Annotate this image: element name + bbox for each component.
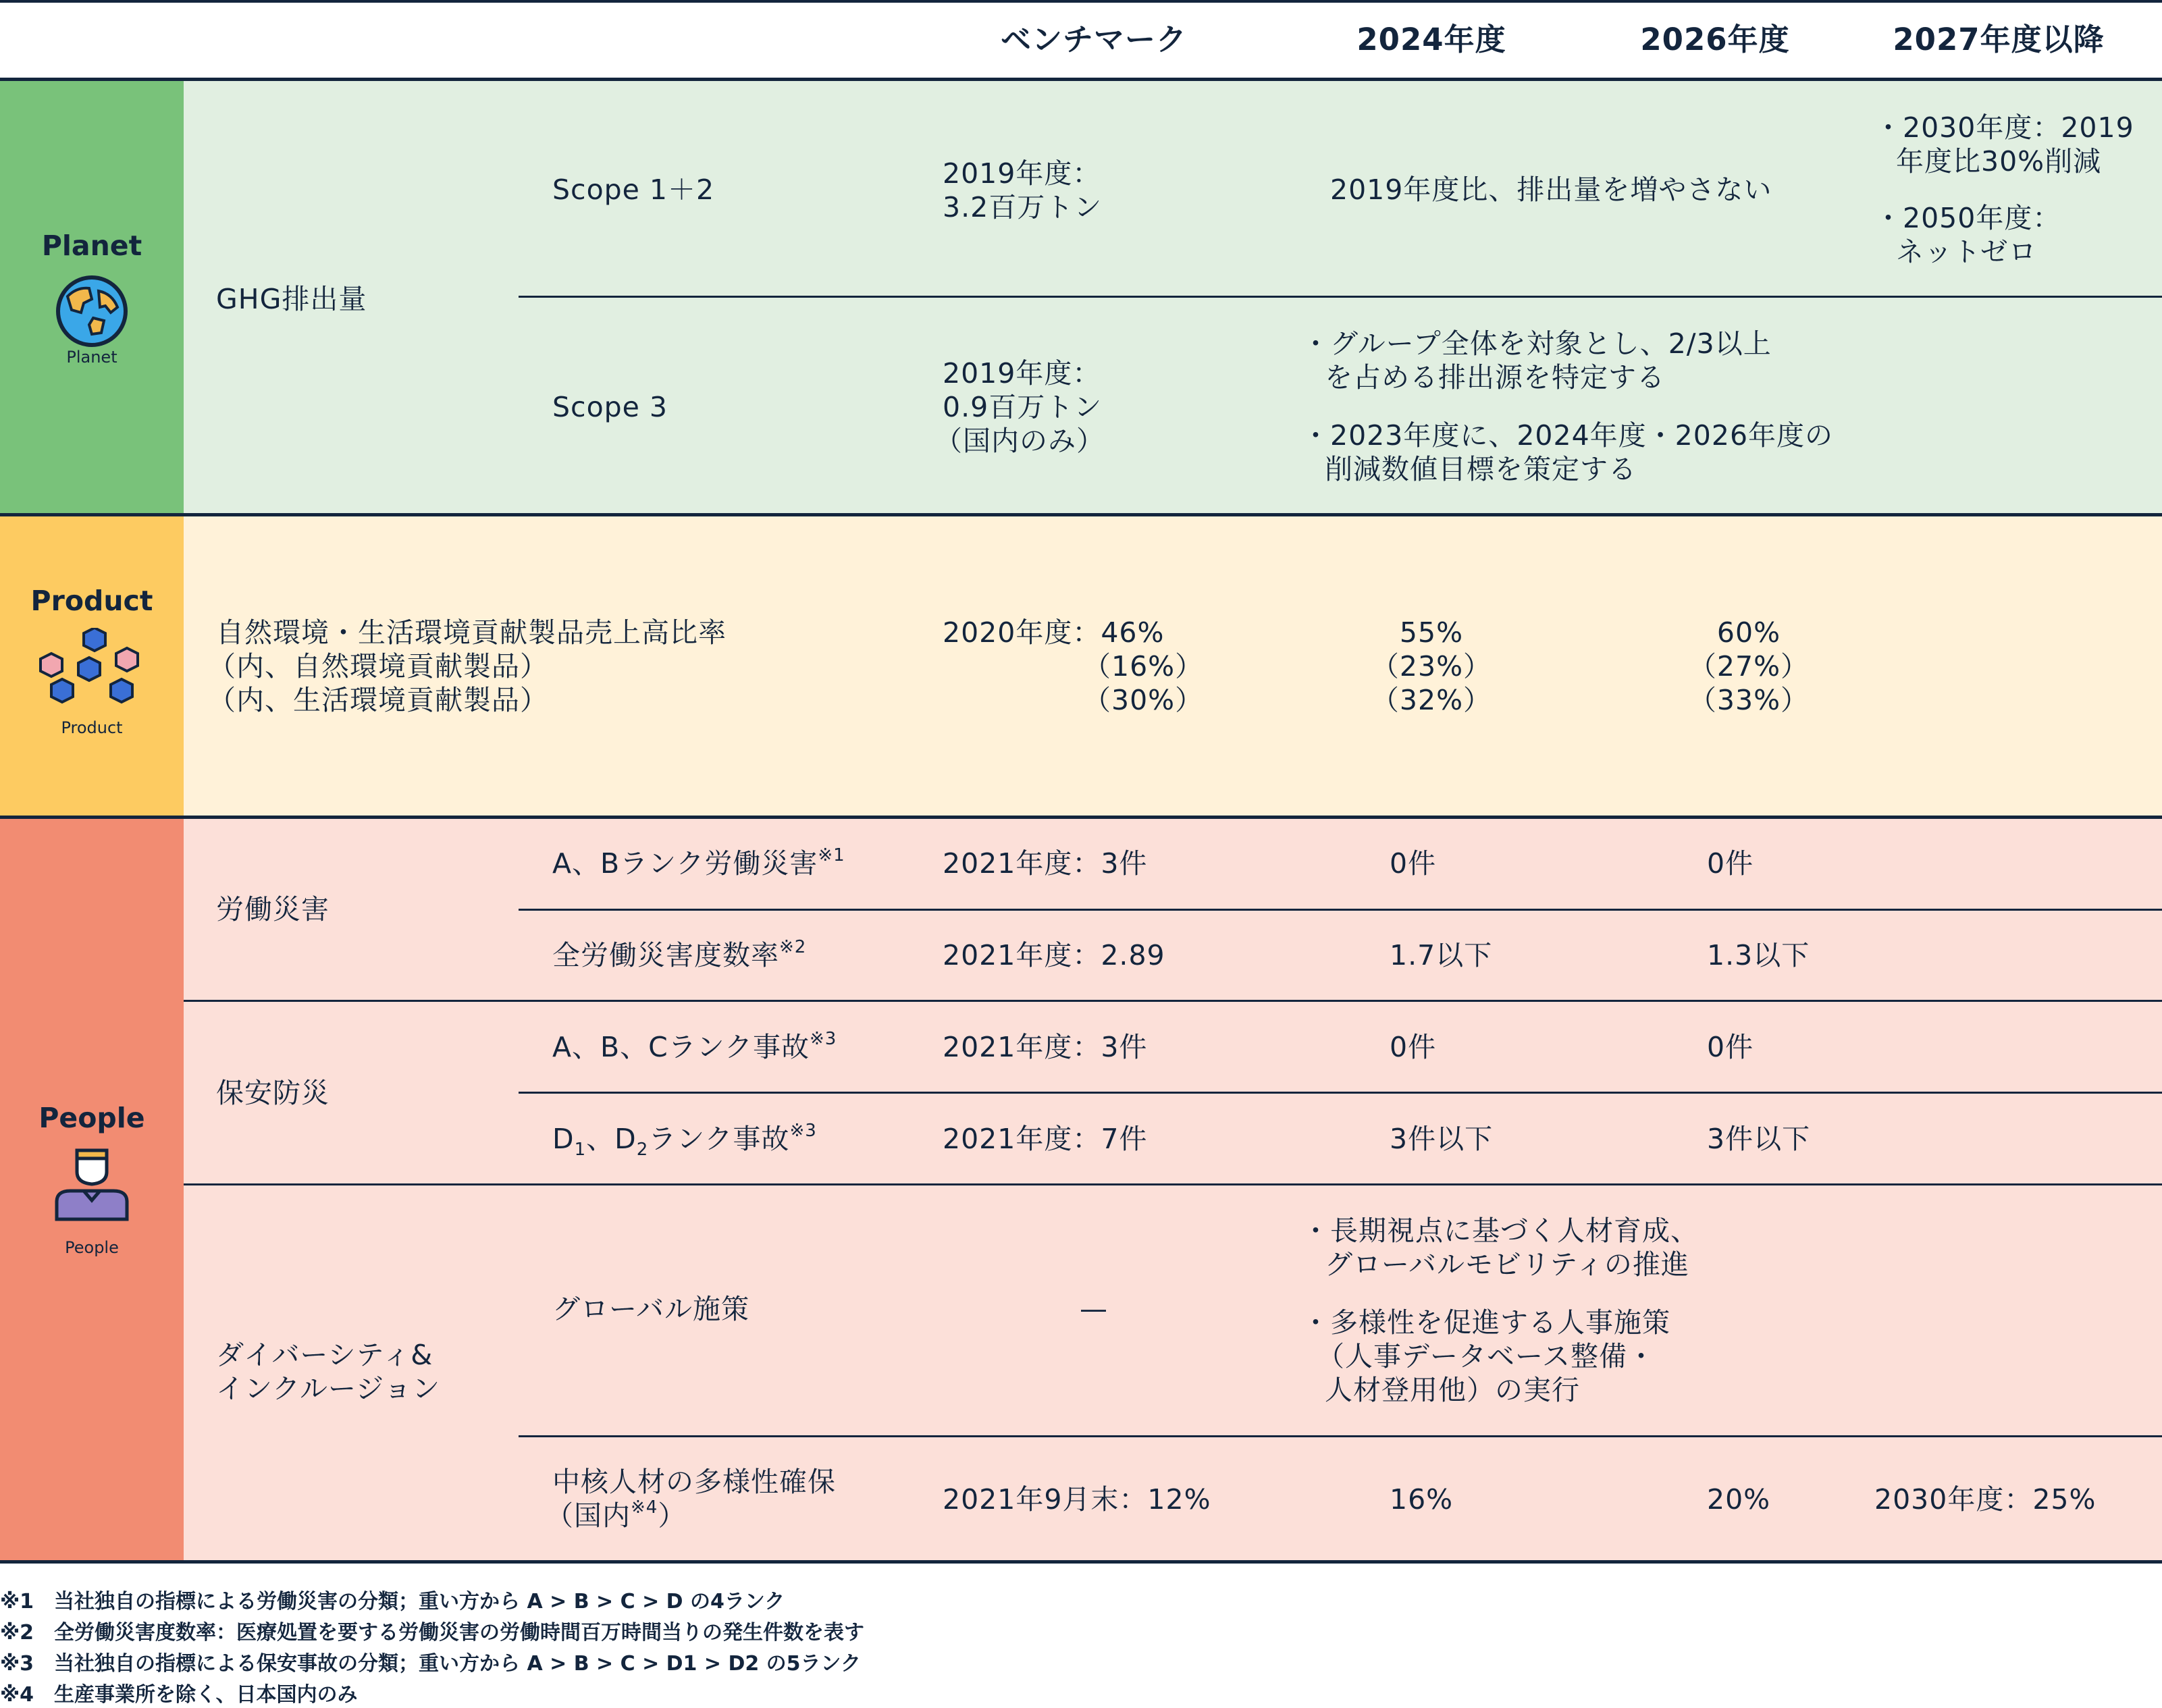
global-bench: —	[1080, 1293, 1108, 1325]
planet-section-body	[184, 81, 2162, 514]
core-label-line2	[546, 1499, 686, 1537]
scope3-bullet1-l2: を占める排出源を特定する	[1325, 361, 1665, 394]
safety-row2-bench: 2021年度：7件	[943, 1123, 1148, 1155]
cubes-icon	[35, 628, 149, 709]
people-section-body	[184, 817, 2162, 1562]
footnote-4: ※4 生産事業所を除く、日本国内のみ	[0, 1683, 358, 1707]
safety-label: 保安防災	[216, 1077, 329, 1109]
planet-icon-caption: Planet	[66, 348, 117, 367]
labor-row1-text: A、Bランク労働災害	[552, 847, 818, 880]
product-item-line3: （内、生活環境貢献製品）	[208, 684, 548, 716]
core-2026: 20%	[1707, 1483, 1771, 1516]
safety-row2-2026: 3件以下	[1707, 1123, 1811, 1155]
product-2026-line2: （27%）	[1688, 650, 1810, 683]
core-label-line1: 中核人材の多様性確保	[552, 1466, 836, 1498]
safety-diversity-divider	[184, 1183, 2162, 1185]
product-bench-line1: 2020年度：46%	[943, 616, 1165, 649]
person-icon	[54, 1145, 130, 1226]
safety-row2-sub2: 2	[636, 1140, 649, 1160]
product-2026-line3: （33%）	[1688, 684, 1810, 716]
planet-label: Planet	[41, 230, 142, 262]
scope12-later-b2-l1: ・2050年度：	[1874, 202, 2061, 234]
product-bench-line3: （30%）	[1083, 684, 1204, 716]
scope3-bench-line2: 0.9百万トン	[943, 391, 1103, 423]
scope3-bench-line3: （国内のみ）	[934, 425, 1105, 457]
product-people-rule	[0, 816, 2162, 819]
safety-divider	[519, 1092, 2162, 1094]
safety-row1-2024: 0件	[1390, 1031, 1437, 1063]
footnote-3: ※3 当社独自の指標による保安事故の分類；重い方から A > B > C > D1 > D2 の5ランク	[0, 1652, 861, 1676]
labor-row2-bench: 2021年度：2.89	[943, 939, 1165, 971]
scope12-target: 2019年度比、排出量を増やさない	[1330, 174, 1772, 206]
footnote-2: ※2 全労働災害度数率：医療処置を要する労働災害の労働時間百万時間当りの発生件数を表す	[0, 1621, 865, 1645]
scope12-bench-line1: 2019年度：	[943, 157, 1101, 190]
header-benchmark: ベンチマーク	[1000, 22, 1187, 57]
scope-divider	[519, 296, 2162, 298]
safety-row1-mark: ※3	[809, 1029, 837, 1049]
product-label: Product	[30, 585, 153, 617]
labor-row2-text: 全労働災害度数率	[552, 939, 779, 971]
global-b1-l2: グローバルモビリティの推進	[1325, 1248, 1689, 1281]
diversity-label-line2: インクルージョン	[216, 1372, 441, 1405]
core-2024: 16%	[1390, 1483, 1454, 1516]
labor-label: 労働災害	[216, 893, 329, 926]
table-top-rule	[0, 0, 2162, 3]
product-2024-line1: 55%	[1399, 616, 1464, 649]
global-b2-l1: ・多様性を促進する人事施策	[1302, 1306, 1670, 1339]
product-2026-line1: 60%	[1716, 616, 1781, 649]
product-icon-caption: Product	[61, 718, 123, 737]
product-item-line2: （内、自然環境貢献製品）	[208, 650, 548, 683]
safety-row2-d: D	[552, 1123, 575, 1155]
safety-row2-rest: ランク事故	[648, 1123, 790, 1155]
scope3-bullet1-l1: ・グループ全体を対象とし、2/3以上	[1302, 327, 1772, 360]
labor-row1-bench: 2021年度：3件	[943, 847, 1148, 880]
safety-row2-mark: ※3	[789, 1121, 817, 1141]
product-bench-line2: （16%）	[1083, 650, 1204, 683]
labor-row2-2024: 1.7以下	[1390, 939, 1493, 971]
header-rule	[0, 78, 2162, 81]
ghg-label: GHG排出量	[216, 283, 367, 315]
header-2024: 2024年度	[1356, 22, 1506, 57]
labor-row2-mark: ※2	[779, 937, 807, 957]
scope12-later-b2-l2: ネットゼロ	[1896, 236, 2037, 268]
core-label-l2-text: （国内	[546, 1499, 631, 1532]
scope12-bench-line2: 3.2百万トン	[943, 191, 1103, 223]
safety-row1-2026: 0件	[1707, 1031, 1754, 1063]
global-b2-l2: （人事データベース整備・	[1317, 1340, 1656, 1372]
diversity-label-line1: ダイバーシティ&	[216, 1339, 433, 1371]
planet-product-rule	[0, 513, 2162, 516]
global-b2-l3: 人材登用他）の実行	[1325, 1374, 1580, 1406]
labor-row1-2026: 0件	[1707, 847, 1754, 880]
header-2027-later: 2027年度以降	[1893, 22, 2105, 57]
safety-row2-label	[552, 1122, 817, 1160]
footnote-1: ※1 当社独自の指標による労働災害の分類；重い方から A > B > C > D の4ランク	[0, 1590, 785, 1613]
diversity-divider	[519, 1435, 2162, 1437]
core-label-l2-end: ）	[658, 1499, 687, 1532]
product-2024-line3: （32%）	[1371, 684, 1492, 716]
safety-row1-text: A、B、Cランク事故	[552, 1031, 810, 1063]
core-2027-later: 2030年度：25%	[1874, 1483, 2097, 1516]
header-2026: 2026年度	[1640, 22, 1790, 57]
scope3-label: Scope 3	[552, 391, 668, 423]
table-bottom-rule	[0, 1560, 2162, 1564]
product-item-line1: 自然環境・生活環境貢献製品売上高比率	[216, 616, 727, 649]
safety-row1-label	[552, 1030, 837, 1068]
people-icon-caption: People	[65, 1238, 119, 1257]
labor-row2-label	[552, 938, 806, 976]
scope3-bullet2-l1: ・2023年度に、2024年度・2026年度の	[1302, 419, 1834, 452]
product-2024-line2: （23%）	[1371, 650, 1492, 683]
core-label-mark: ※4	[631, 1497, 658, 1518]
labor-safety-divider	[184, 1000, 2162, 1002]
labor-row2-2026: 1.3以下	[1707, 939, 1810, 971]
labor-row1-2024: 0件	[1390, 847, 1437, 880]
labor-row1-mark: ※1	[818, 845, 845, 865]
safety-row1-bench: 2021年度：3件	[943, 1031, 1148, 1063]
labor-row1-label	[552, 847, 845, 884]
safety-row2-mid: 、D	[586, 1123, 637, 1155]
people-label: People	[38, 1102, 145, 1134]
labor-divider	[519, 909, 2162, 911]
global-label: グローバル施策	[552, 1293, 749, 1325]
safety-row2-sub1: 1	[574, 1140, 587, 1160]
globe-icon	[54, 273, 130, 349]
scope12-label: Scope 1＋2	[552, 174, 715, 206]
scope12-later-b1-l2: 年度比30%削減	[1896, 145, 2102, 178]
scope12-later-b1-l1: ・2030年度：2019	[1874, 111, 2134, 144]
core-bench: 2021年9月末：12%	[943, 1483, 1211, 1516]
safety-row2-2024: 3件以下	[1390, 1123, 1494, 1155]
scope3-bench-line1: 2019年度：	[943, 357, 1101, 390]
global-b1-l1: ・長期視点に基づく人材育成、	[1302, 1215, 1699, 1247]
scope3-bullet2-l2: 削減数値目標を策定する	[1325, 453, 1637, 485]
